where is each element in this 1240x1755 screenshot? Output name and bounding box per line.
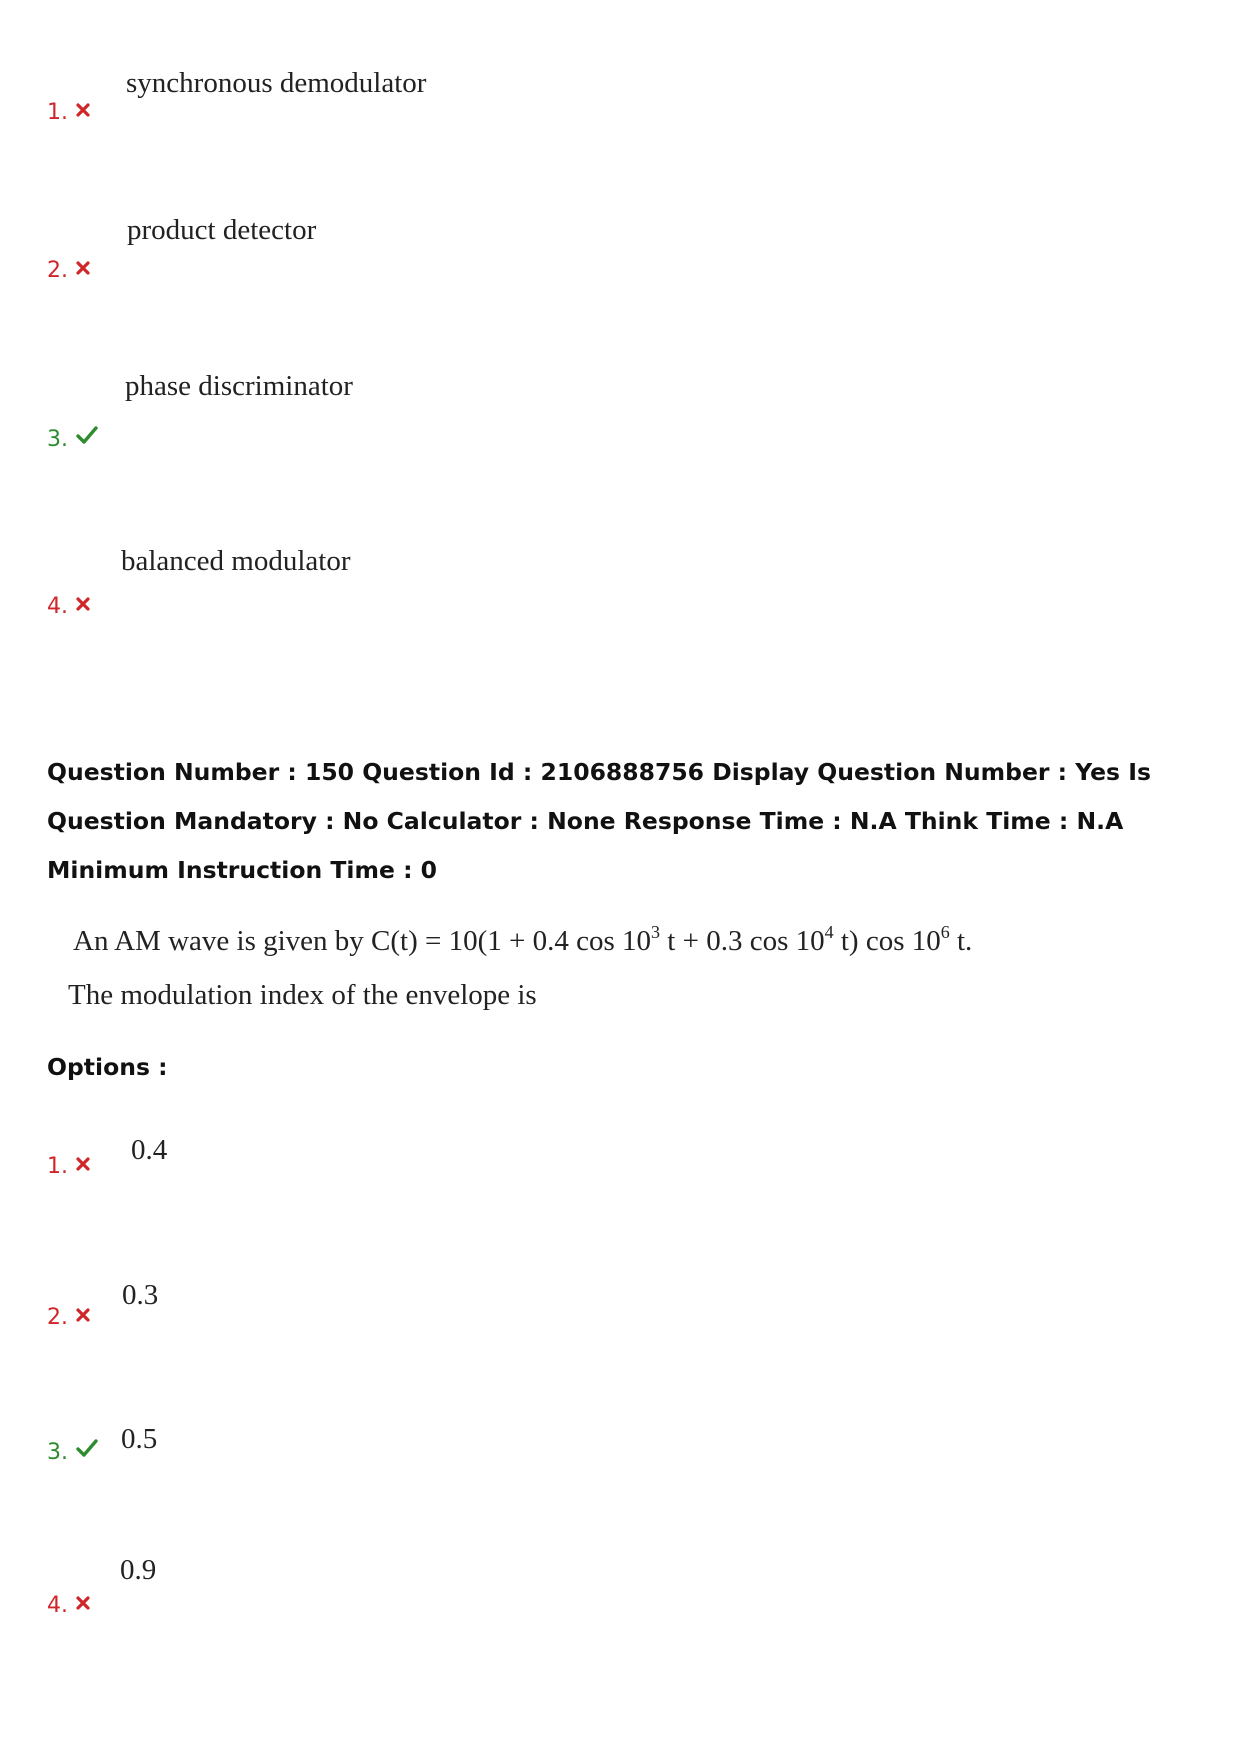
prev-option-2-number (47, 256, 90, 284)
question-meta: Question Number : 150 Question Id : 2106888756 Display Question Number : Yes Is Question Mandatory : No Calculator : None Response Time : N.A Think Time : N.A Minimum Instruction Time : 0 (47, 758, 1151, 884)
prev-option-1-number (47, 98, 90, 126)
cross-icon (76, 1591, 90, 1617)
question-text-part-2: t + 0.3 cos 10 (660, 925, 825, 957)
exponent-1: 3 (651, 922, 661, 942)
cross-icon (76, 1303, 90, 1329)
cross-icon (76, 1152, 90, 1178)
question-text-part-4: t. (949, 925, 973, 957)
question-text-part-3: t) cos 10 (833, 925, 941, 957)
cross-icon (76, 592, 90, 618)
option-2-number (47, 1303, 90, 1331)
option-2-text: 0.3 (122, 1279, 159, 1311)
option-1-text: 0.4 (131, 1134, 168, 1166)
prev-option-4-number (47, 592, 90, 620)
prev-option-4-label: 4. (47, 594, 68, 619)
prev-option-1-text: synchronous demodulator (126, 67, 427, 99)
prev-option-2-text: product detector (127, 214, 317, 246)
check-icon (76, 1438, 98, 1464)
question-line-1 (73, 924, 972, 958)
options-label: Options : (47, 1053, 168, 1081)
prev-option-4-text: balanced modulator (121, 545, 351, 577)
option-1-number (47, 1152, 90, 1180)
prev-option-3-text: phase discriminator (125, 370, 353, 402)
prev-option-3-label: 3. (47, 427, 68, 452)
option-3-number (47, 1438, 98, 1466)
option-2-label: 2. (47, 1305, 68, 1330)
prev-option-3-number (47, 425, 98, 453)
exponent-2: 4 (824, 922, 834, 942)
question-text-part-1: An AM wave is given by C(t) = 10(1 + 0.4 cos 10 (73, 925, 652, 957)
cross-icon (76, 256, 90, 282)
question-line-2: The modulation index of the envelope is (68, 979, 537, 1011)
option-4-label: 4. (47, 1593, 68, 1618)
option-3-text: 0.5 (121, 1423, 158, 1455)
prev-option-2-label: 2. (47, 258, 68, 283)
check-icon (76, 425, 98, 451)
option-1-label: 1. (47, 1154, 68, 1179)
prev-option-1-label: 1. (47, 100, 68, 125)
cross-icon (76, 98, 90, 124)
option-4-number (47, 1591, 90, 1619)
option-3-label: 3. (47, 1440, 68, 1465)
option-4-text: 0.9 (120, 1554, 157, 1586)
exponent-3: 6 (940, 922, 950, 942)
